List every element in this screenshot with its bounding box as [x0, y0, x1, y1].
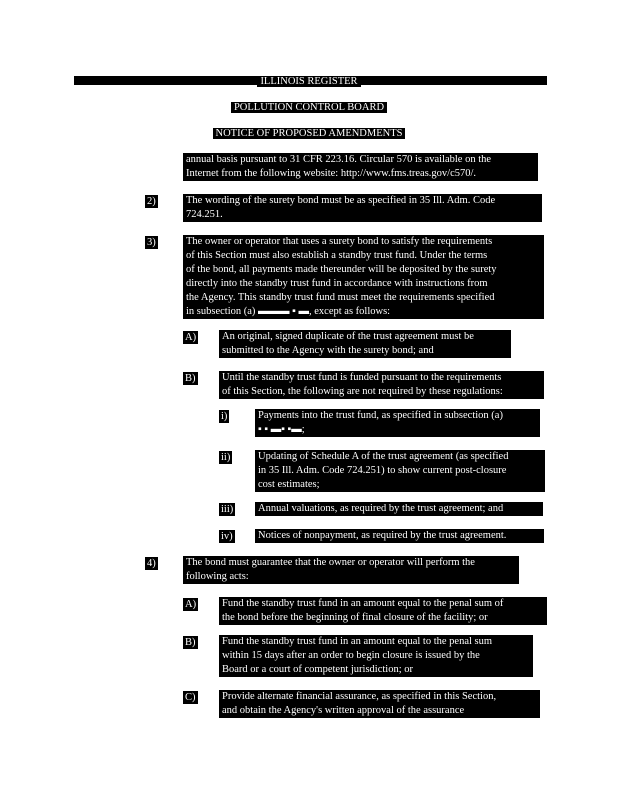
item-4b-text: Fund the standby trust fund in an amount equal to the penal sum within 15 days after an order to begin closure is issued by the Board or a court of competent jurisdiction; or	[219, 635, 533, 677]
register-title: ILLINOIS REGISTER	[0, 75, 618, 88]
item-3b-text: Until the standby trust fund is funded pursuant to the requirements of this Section, the following are not required by these regulations:	[219, 371, 544, 399]
item-4-text: The bond must guarantee that the owner or operator will perform the following acts:	[183, 556, 519, 584]
item-4c-marker: C)	[185, 692, 196, 703]
item-3b-ii-marker: ii)	[221, 452, 231, 463]
redacted-mark-2: ▪ ▪ ▬▪ ▪▬	[258, 424, 302, 435]
item-3b-marker: B)	[185, 373, 196, 384]
item-3b-iii-text: Annual valuations, as required by the trust agreement; and	[255, 502, 543, 516]
item-3b-i-text: Payments into the trust fund, as specified in subsection (a) ▪ ▪ ▬▪ ▪▬;	[255, 409, 540, 437]
notice-title: NOTICE OF PROPOSED AMENDMENTS	[0, 127, 618, 140]
item-4a-marker: A)	[185, 599, 197, 610]
item-2-text: The wording of the surety bond must be as specified in 35 Ill. Adm. Code 724.251.	[183, 194, 542, 222]
item-3a-marker: A)	[185, 332, 197, 343]
item-3b-ii-text: Updating of Schedule A of the trust agreement (as specified in 35 Ill. Adm. Code 724.251) to show current post-closure cost estimates;	[255, 450, 545, 492]
item-4a-text: Fund the standby trust fund in an amount equal to the penal sum of the bond before the beginning of final closure of the facility; or	[219, 597, 547, 625]
item-3b-iv-marker: iv)	[221, 531, 233, 542]
item-3-text: The owner or operator that uses a surety bond to satisfy the requirements of this Section must also establish a standby trust fund. Under the terms of the bond, all payments made thereunder will be deposited by the surety directly into the standby trust fund in accordance with instructions from the Agency. This standby trust fund must meet the requirements specified in subsection (a) ▬▬▬ ▪ ▬, except as follows:	[183, 235, 544, 319]
item-3b-iv-text: Notices of nonpayment, as required by the trust agreement.	[255, 529, 544, 543]
redacted-mark: ▬▬▬ ▪ ▬	[258, 306, 310, 317]
item-3b-i-second-line: ▪ ▪ ▬▪ ▪▬;	[258, 424, 305, 435]
item-4-marker: 4)	[147, 558, 156, 569]
item-3-last-line: in subsection (a) ▬▬▬ ▪ ▬, except as follows:	[186, 306, 391, 317]
item-3-marker: 3)	[147, 237, 156, 248]
item-3a-text: An original, signed duplicate of the trust agreement must be submitted to the Agency with the surety bond; and	[219, 330, 511, 358]
item-4b-marker: B)	[185, 637, 196, 648]
item-2-marker: 2)	[147, 196, 156, 207]
item-3b-i-marker: i)	[221, 411, 228, 422]
paragraph-continued: annual basis pursuant to 31 CFR 223.16. Circular 570 is available on the Internet from the following website: http://www.fms.treas.gov/c570/.	[183, 153, 538, 181]
board-title: POLLUTION CONTROL BOARD	[0, 101, 618, 114]
item-3b-iii-marker: iii)	[221, 504, 234, 515]
item-4c-text: Provide alternate financial assurance, as specified in this Section, and obtain the Agency's written approval of the assurance	[219, 690, 540, 718]
